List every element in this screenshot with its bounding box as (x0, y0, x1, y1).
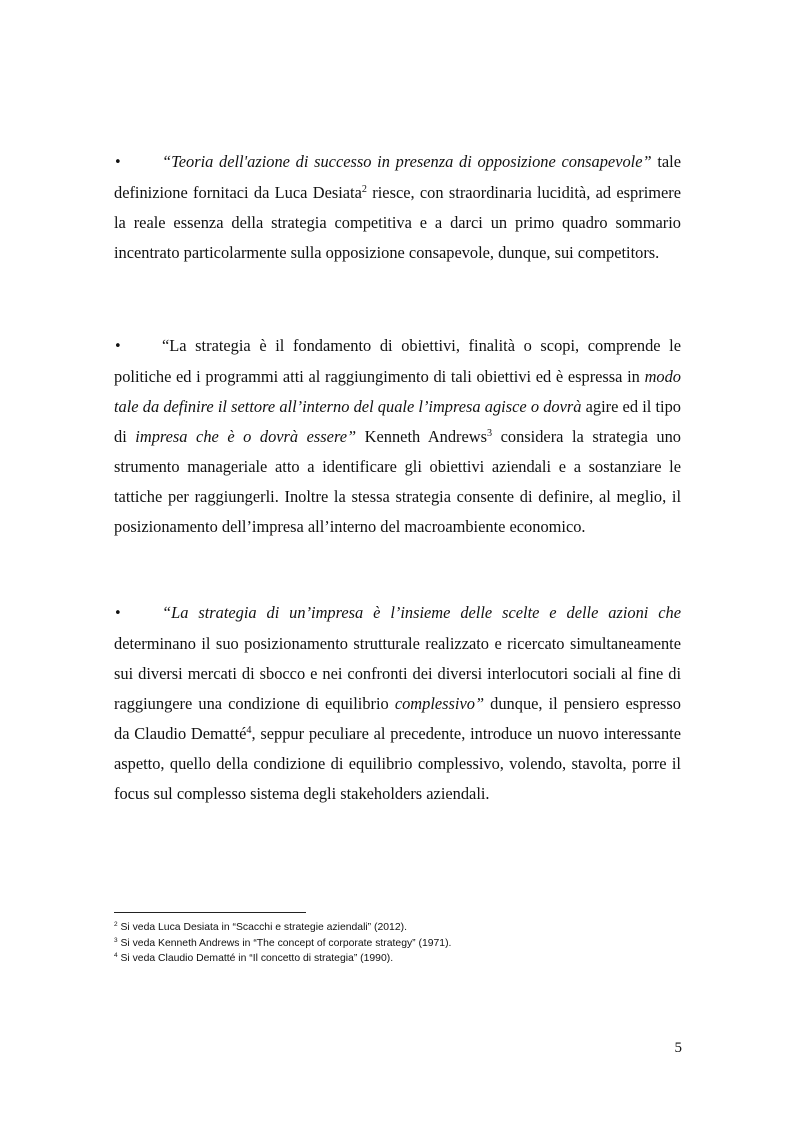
text-andrews-1: Kenneth Andrews (356, 427, 488, 446)
text-andrews-2: considera la strategia uno strumento manageriale atto a identificare gli obiettivi aziendali e a sostanziare le tattiche per raggiungerli. Inoltre la stessa strategia consente di definire, al meglio, il posizionamento dell’impresa all’interno del macroambiente economico. (114, 427, 681, 536)
footnote-text: Si veda Claudio Dematté in “Il concetto di strategia” (1990). (117, 953, 394, 964)
bullet-icon: • (114, 339, 122, 354)
footnote-num: 3 (114, 936, 118, 944)
quote-dematte-b: determinano il suo posizionamento strutturale realizzato e ricercato simultaneamente sui diversi mercati di sbocco e nei confronti dei diversi interlocutori sociali al fine di raggiungere una condizione di equilibrio (114, 634, 681, 713)
paragraph-desiata (114, 147, 681, 268)
quote-andrews-b: modo tale da definire il settore all’interno del quale l’impresa agisce o dovrà (114, 367, 681, 416)
footnote-4 (114, 951, 681, 967)
quote-dematte-c: complessivo” (394, 694, 485, 713)
quote-andrews-d: impresa che è o dovrà essere” (135, 427, 357, 446)
quote-dematte-a: “La strategia di un’impresa è l’insieme delle scelte e delle azioni che (162, 603, 681, 622)
footnote-2 (114, 920, 681, 936)
bullet-icon: • (114, 155, 122, 170)
quote-andrews-c: agire ed il tipo di (114, 397, 681, 446)
paragraph-andrews (114, 331, 681, 542)
text-dematte-2: , seppur peculiare al precedente, introduce un nuovo interessante aspetto, quello della condizione di equilibrio complessivo, volendo, stavolta, porre il focus sul complesso sistema degli stakeholders aziendali. (114, 724, 681, 803)
footnote-3 (114, 936, 681, 952)
paragraph-dematte (114, 598, 681, 809)
text-desiata-2: riesce, con straordinaria lucidità, ad esprimere la reale essenza della strategia competitiva e a darci un primo quadro sommario incentrato particolarmente sulla opposizione consapevole, dunque, sui competitors. (114, 183, 682, 262)
footnote-divider (114, 912, 306, 913)
footnote-num: 2 (114, 921, 118, 929)
bullet-icon: • (114, 606, 122, 621)
quote-desiata: “Teoria dell'azione di successo in presenza di opposizione consapevole” (162, 152, 652, 171)
footnotes (114, 920, 681, 967)
footnote-ref-2: 2 (361, 183, 367, 195)
footnote-ref-4: 4 (246, 724, 252, 736)
footnote-text: Si veda Kenneth Andrews in “The concept of corporate strategy” (1971). (117, 937, 452, 949)
text-dematte-1: dunque, il pensiero espresso da Claudio Dematté (114, 694, 681, 743)
text-desiata-1: tale definizione fornitaci da Luca Desiata (114, 152, 681, 202)
page-number: 5 (674, 1040, 682, 1056)
footnote-text: Si veda Luca Desiata in “Scacchi e strategie aziendali” (2012). (117, 922, 407, 933)
footnote-ref-3: 3 (487, 427, 493, 439)
footnote-num: 4 (114, 952, 118, 960)
quote-andrews-a: “La strategia è il fondamento di obiettivi, finalità o scopi, comprende le politiche ed i programmi atti al raggiungimento di tali obiettivi ed è espressa in (114, 336, 681, 386)
